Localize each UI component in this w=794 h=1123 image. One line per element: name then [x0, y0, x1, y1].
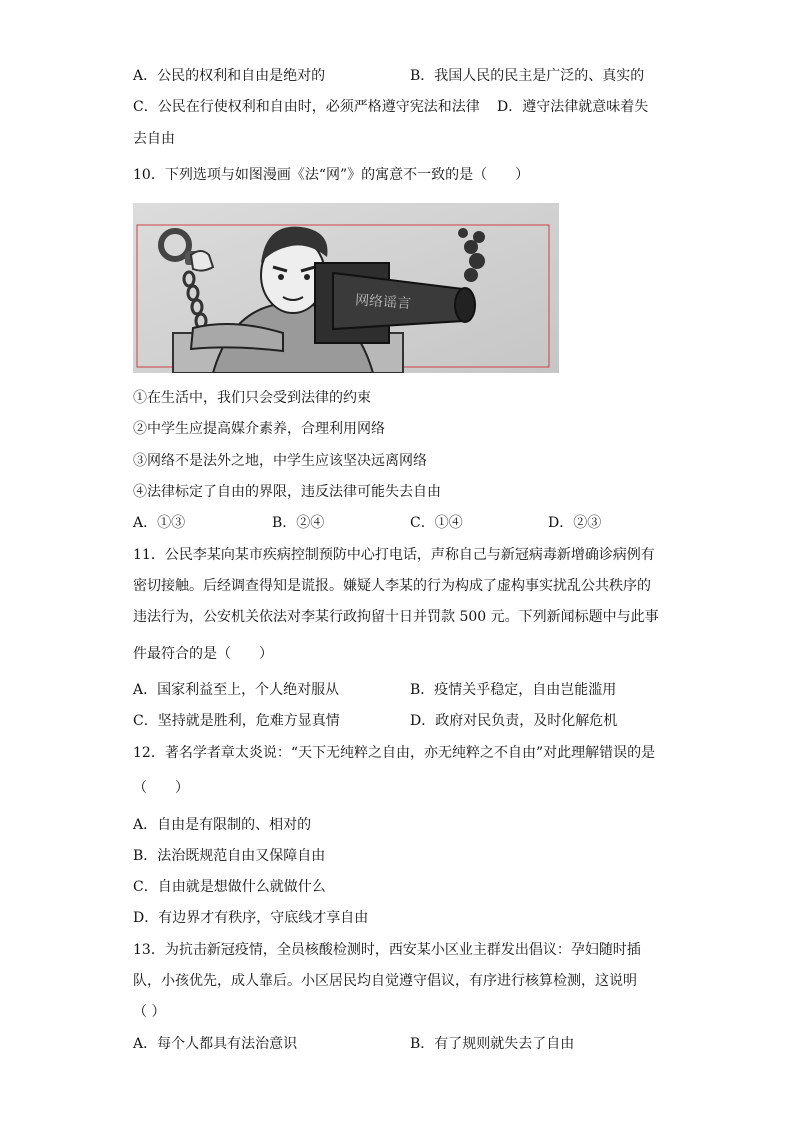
q11-option-b: B．疫情关乎稳定，自由岂能滥用 [410, 682, 617, 698]
q11-option-a: A．国家利益至上，个人绝对服从 [133, 682, 340, 698]
q12-option-d: D．有边界才有秩序，守底线才享自由 [133, 910, 369, 926]
q10-statement-2: ②中学生应提高媒介素养，合理利用网络 [133, 421, 385, 437]
q10-option-a: A．①③ [133, 515, 186, 531]
q13-option-b: B．有了规则就失去了自由 [410, 1036, 575, 1052]
q9-option-a: A．公民的权利和自由是绝对的 [133, 68, 326, 84]
q11-stem-line-2: 密切接触。后经调查得知是谎报。嫌疑人李某的行为构成了虚构事实扰乱公共秩序的 [133, 578, 651, 594]
q13-stem-line-2: 队，小孩优先，成人靠后。小区居民均自觉遵守倡议，有序进行核算检测，这说明 [133, 973, 637, 989]
q10-statement-1: ①在生活中，我们只会受到法律的约束 [133, 390, 371, 406]
q10-statement-4: ④法律标定了自由的界限，违反法律可能失去自由 [133, 484, 441, 500]
q11-stem-line-3: 违法行为，公安机关依法对李某行政拘留十日并罚款 500 元。下列新闻标题中与此事 [133, 609, 659, 625]
cartoon-cannon-label: 网络谣言 [354, 292, 412, 313]
q13-stem-line-3: （ ） [133, 1004, 166, 1020]
q12-option-b: B．法治既规范自由又保障自由 [133, 848, 326, 864]
q12-stem-line-2: （ ） [133, 780, 189, 796]
cartoon-image [133, 203, 559, 373]
q10-stem: 10．下列选项与如图漫画《法“网”》的寓意不一致的是（ ） [133, 167, 530, 183]
q13-option-a: A．每个人都具有法治意识 [133, 1036, 298, 1052]
q10-option-c: C．①④ [410, 515, 463, 531]
q10-option-b: B．②④ [272, 515, 325, 531]
q9-option-b: B．我国人民的民主是广泛的、真实的 [410, 68, 645, 84]
q11-option-d: D．政府对民负责，及时化解危机 [410, 713, 618, 729]
q9-option-c: C．公民在行使权利和自由时，必须严格遵守宪法和法律 [133, 99, 480, 115]
q9-option-d: D．遵守法律就意味着失 [497, 99, 649, 115]
q10-option-d: D．②③ [548, 515, 602, 531]
q9-option-d-continued: 去自由 [133, 131, 175, 147]
q12-stem-line-1: 12．著名学者章太炎说：“天下无纯粹之自由，亦无纯粹之不自由”对此理解错误的是 [133, 745, 656, 761]
q12-option-c: C．自由就是想做什么就做什么 [133, 879, 326, 895]
cartoon-illustration [133, 203, 559, 373]
q13-stem-line-1: 13．为抗击新冠疫情，全员核酸检测时，西安某小区业主群发出倡议：孕妇随时插 [133, 942, 641, 958]
q10-statement-3: ③网络不是法外之地，中学生应该坚决远离网络 [133, 453, 427, 469]
q11-stem-line-1: 11．公民李某向某市疾病控制预防中心打电话，声称自己与新冠病毒新增确诊病例有 [133, 547, 655, 563]
q11-option-c: C．坚持就是胜利，危难方显真情 [133, 713, 340, 729]
q12-option-a: A．自由是有限制的、相对的 [133, 817, 312, 833]
q11-stem-line-4: 件最符合的是（ ） [133, 646, 273, 662]
